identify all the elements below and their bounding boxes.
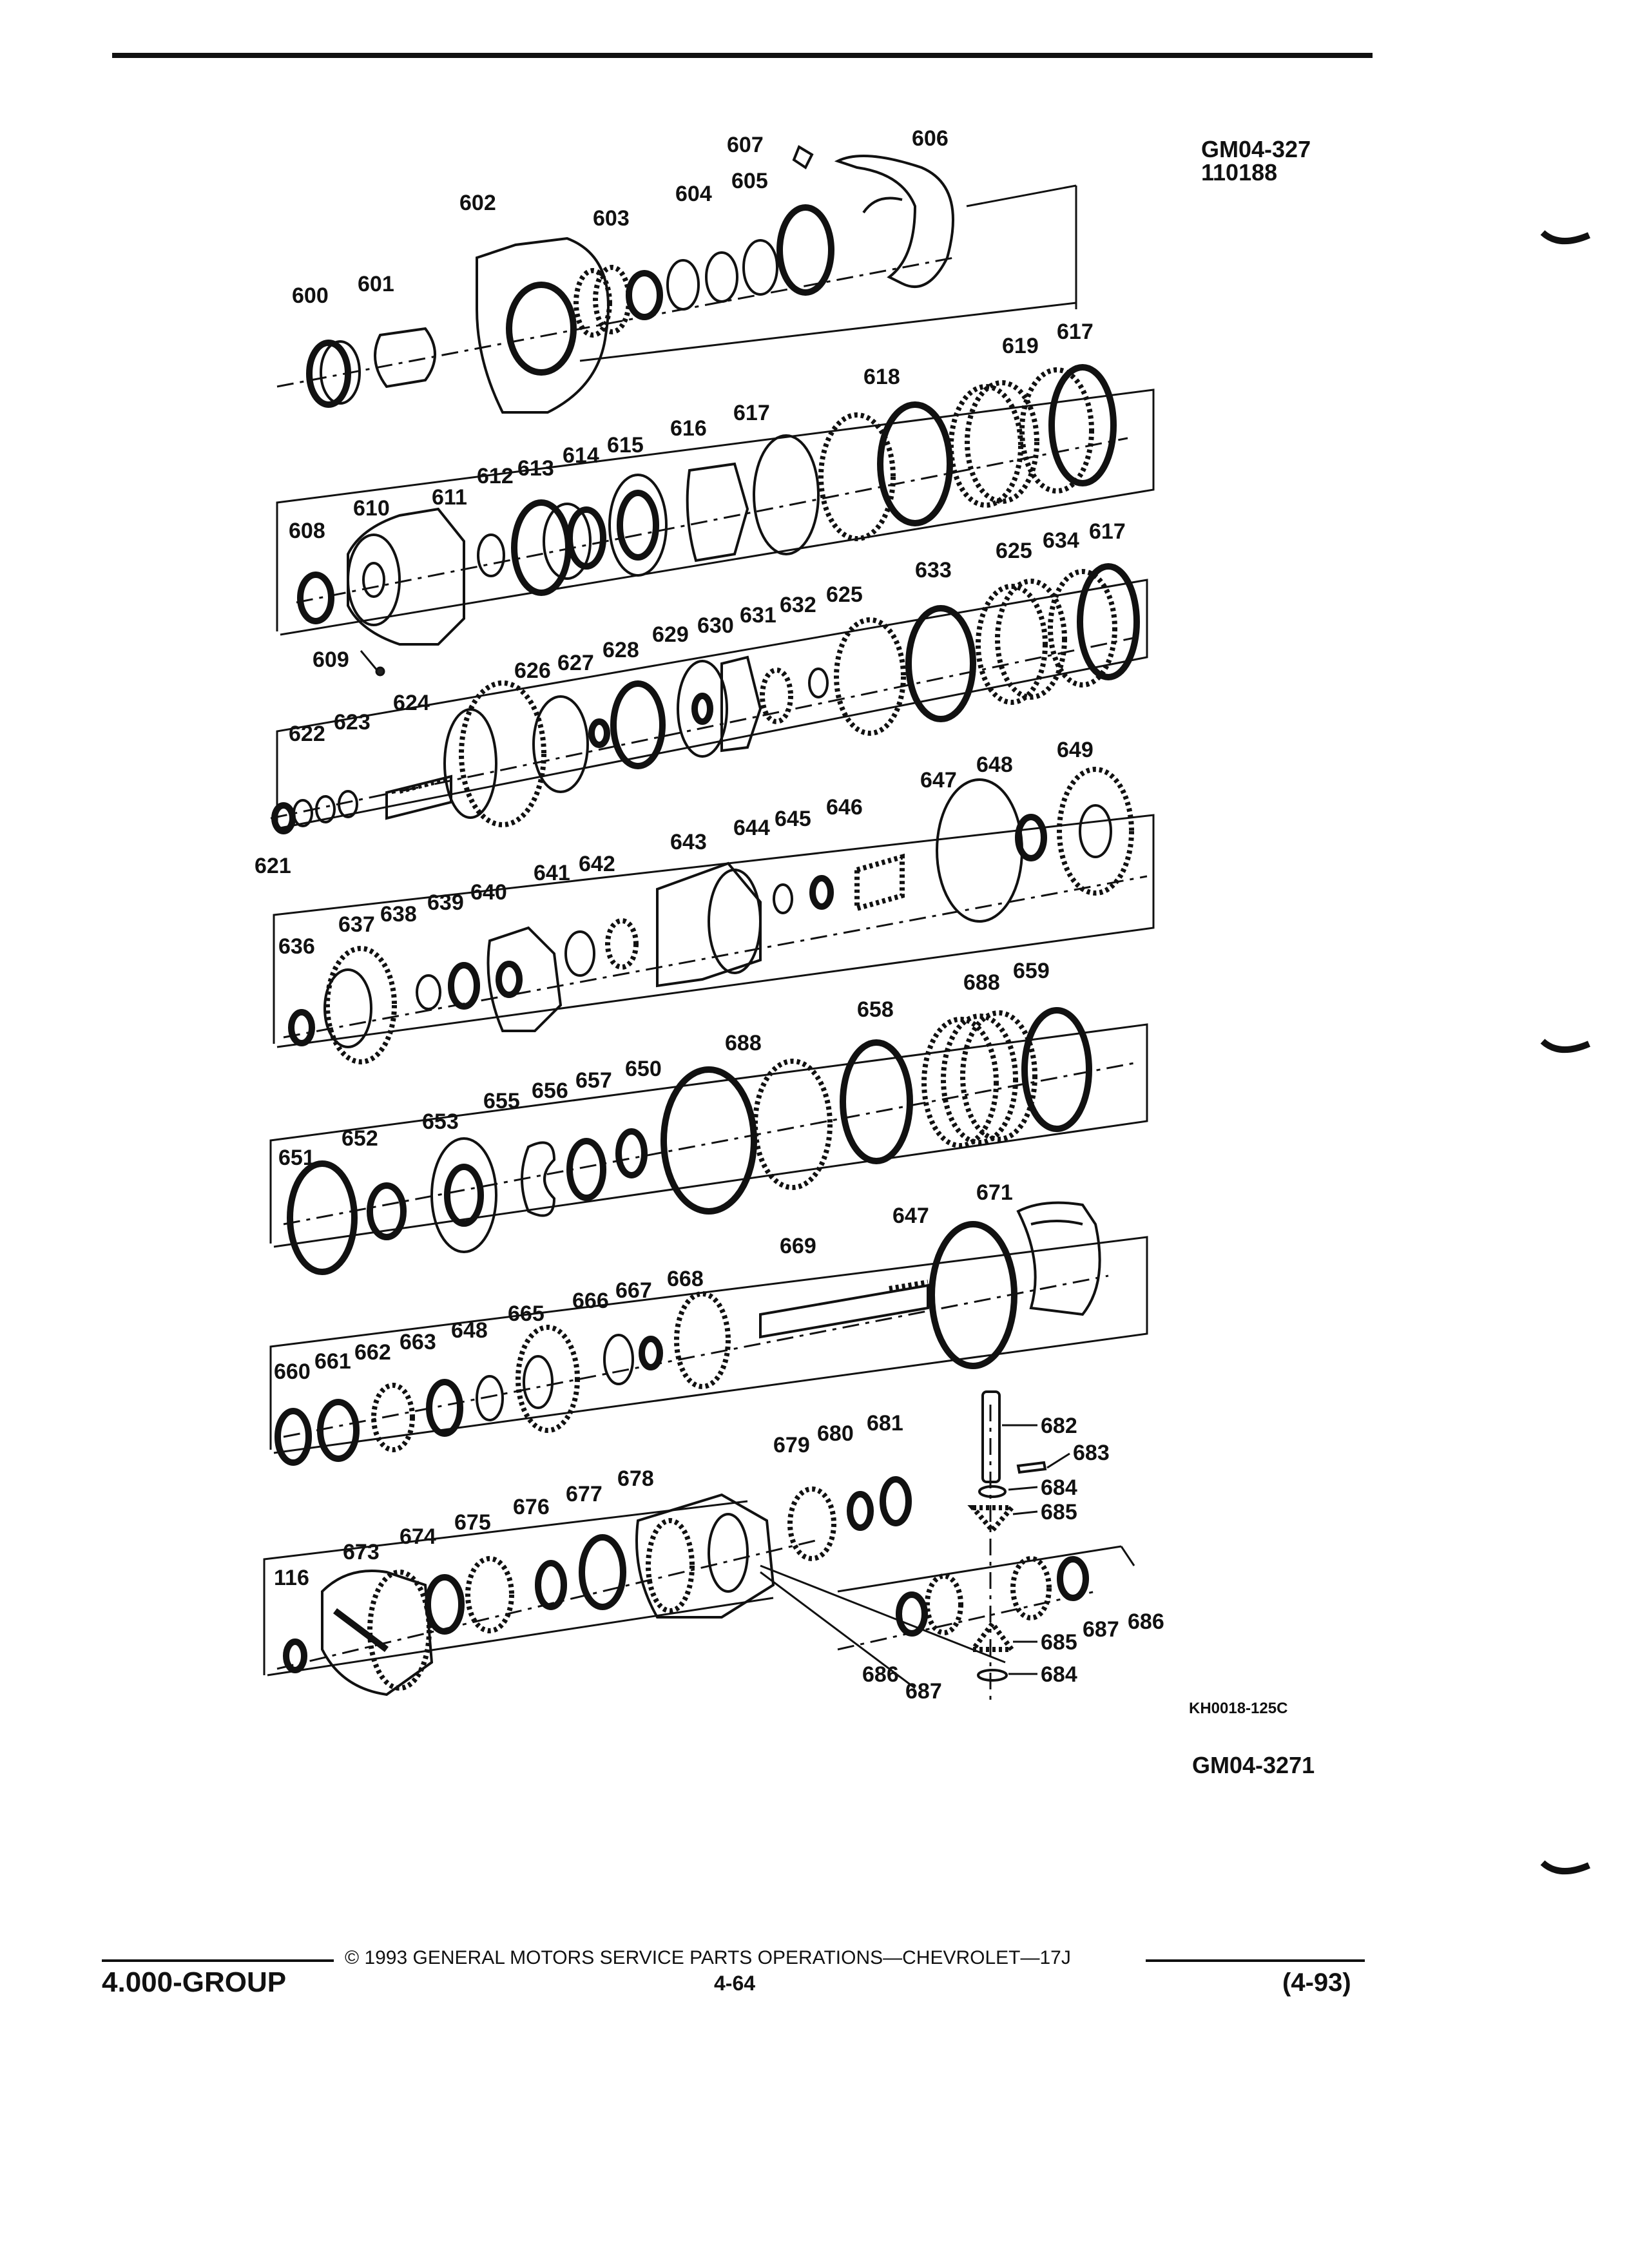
callout-662: 662 xyxy=(354,1340,391,1365)
ring-641 xyxy=(566,932,594,975)
callout-678: 678 xyxy=(617,1466,654,1491)
washer-686a xyxy=(899,1595,925,1633)
callout-633: 633 xyxy=(915,558,952,582)
callout-687: 687 xyxy=(905,1679,942,1704)
shaft-669 xyxy=(760,1285,928,1337)
footer-rule-left xyxy=(102,1959,334,1962)
callout-647: 647 xyxy=(920,768,957,793)
row1-panel xyxy=(277,186,1076,387)
ring-650 xyxy=(664,1070,754,1211)
callout-645: 645 xyxy=(775,807,811,831)
bushing-116 xyxy=(286,1642,304,1670)
callout-617b: 617 xyxy=(1057,320,1094,344)
callout-603: 603 xyxy=(593,206,630,231)
sleeve-601 xyxy=(375,329,435,387)
callout-624: 624 xyxy=(393,691,430,715)
pin-683 xyxy=(1018,1463,1045,1472)
seal-636 xyxy=(291,1012,312,1043)
row5-parts xyxy=(290,1010,1089,1272)
callout-666: 666 xyxy=(572,1289,609,1313)
drawing-date: 110188 xyxy=(1201,159,1278,186)
callout-617: 617 xyxy=(733,401,770,425)
callout-619: 619 xyxy=(1002,334,1039,358)
callout-648: 648 xyxy=(976,753,1013,777)
callout-661: 661 xyxy=(314,1349,351,1374)
callout-611: 611 xyxy=(432,485,467,510)
callout-625: 625 xyxy=(826,582,863,607)
ring-666 xyxy=(604,1335,633,1384)
spring-616 xyxy=(688,464,747,561)
callout-671: 671 xyxy=(976,1180,1013,1205)
callout-642: 642 xyxy=(579,852,615,876)
callout-638: 638 xyxy=(380,902,417,927)
ring-604b xyxy=(706,253,737,302)
callout-605: 605 xyxy=(731,169,768,193)
ring-667 xyxy=(642,1339,660,1367)
footer-copyright: © 1993 GENERAL MOTORS SERVICE PARTS OPERATIONS—CHEVROLET—17J xyxy=(345,1947,1071,1968)
callout-640: 640 xyxy=(470,880,507,905)
ring-677 xyxy=(582,1537,623,1607)
callout-657: 657 xyxy=(575,1068,612,1093)
washer-684b xyxy=(978,1670,1007,1680)
callout-628: 628 xyxy=(602,638,639,662)
gear-675 xyxy=(468,1559,512,1631)
bushing-603 xyxy=(629,273,660,317)
callout-680: 680 xyxy=(817,1421,854,1446)
plate-633 xyxy=(909,608,973,719)
gear-646 xyxy=(857,857,902,908)
bearing-681 xyxy=(883,1479,909,1523)
callout-622: 622 xyxy=(289,722,325,746)
ring-652 xyxy=(370,1186,403,1237)
callout-618: 618 xyxy=(863,365,900,389)
ring-679 xyxy=(790,1489,834,1559)
ring-605 xyxy=(780,207,831,293)
callout-667: 667 xyxy=(615,1278,652,1303)
ring-663 xyxy=(429,1382,460,1434)
band-606 xyxy=(838,156,953,287)
snap-ring-611 xyxy=(478,535,504,576)
callout-669: 669 xyxy=(780,1234,816,1258)
row4-parts xyxy=(291,769,1132,1062)
callout-601: 601 xyxy=(358,272,394,296)
callout-685b: 685 xyxy=(1041,1630,1077,1655)
callout-682: 682 xyxy=(1041,1414,1077,1438)
callout-602: 602 xyxy=(459,191,496,215)
callout-659: 659 xyxy=(1013,959,1050,983)
band-671 xyxy=(1018,1203,1100,1314)
callout-684: 684 xyxy=(1041,1475,1077,1500)
callout-634: 634 xyxy=(1043,528,1079,553)
callout-625b: 625 xyxy=(996,539,1032,563)
washer-639 xyxy=(451,965,477,1006)
callout-621: 621 xyxy=(255,854,291,878)
ring-604c xyxy=(744,240,777,294)
callout-679: 679 xyxy=(773,1433,810,1457)
callout-631: 631 xyxy=(740,603,776,628)
callout-653: 653 xyxy=(422,1110,459,1134)
plate-618c xyxy=(951,387,1021,505)
footer-page: 4-64 xyxy=(714,1972,756,1995)
callout-614: 614 xyxy=(563,443,599,468)
callout-686b: 686 xyxy=(1128,1610,1164,1634)
footer-rule-right xyxy=(1146,1959,1365,1962)
callout-688: 688 xyxy=(725,1031,762,1055)
callout-674: 674 xyxy=(400,1524,436,1549)
ring-644 xyxy=(774,885,792,913)
callout-687b: 687 xyxy=(1083,1617,1119,1642)
callout-641: 641 xyxy=(534,861,570,885)
callout-630: 630 xyxy=(697,613,734,638)
callout-643: 643 xyxy=(670,830,707,854)
gear-687a xyxy=(927,1576,961,1633)
gear-624 xyxy=(461,683,544,825)
callout-606: 606 xyxy=(912,126,949,151)
plate-688b xyxy=(924,1019,996,1146)
callout-639: 639 xyxy=(427,890,464,915)
callout-608: 608 xyxy=(289,519,325,543)
callout-604: 604 xyxy=(675,182,712,206)
callout-637: 637 xyxy=(338,912,375,937)
callout-600: 600 xyxy=(292,284,329,308)
gear-668 xyxy=(677,1294,728,1387)
ring-628 xyxy=(613,684,662,766)
washer-684a xyxy=(979,1486,1005,1497)
callout-617c: 617 xyxy=(1089,519,1126,544)
ring-617 xyxy=(754,436,818,554)
callout-644: 644 xyxy=(733,816,770,840)
callout-629: 629 xyxy=(652,622,689,647)
callout-646: 646 xyxy=(826,795,863,820)
callout-616: 616 xyxy=(670,416,707,441)
callout-660: 660 xyxy=(274,1360,311,1384)
ring-656 xyxy=(570,1141,603,1198)
ring-676 xyxy=(538,1563,564,1607)
callout-632: 632 xyxy=(780,593,816,617)
callout-683: 683 xyxy=(1073,1441,1110,1465)
housing-602 xyxy=(477,238,608,412)
footer-group: 4.000-GROUP xyxy=(102,1966,287,1998)
callout-673: 673 xyxy=(343,1540,380,1564)
pin-607 xyxy=(794,147,812,168)
washer-638 xyxy=(417,975,440,1009)
callout-623: 623 xyxy=(334,710,371,735)
callout-615: 615 xyxy=(607,433,644,457)
ring-604a xyxy=(668,260,699,309)
ring-657 xyxy=(619,1131,644,1175)
gear-631 xyxy=(762,670,791,722)
callout-626: 626 xyxy=(514,658,551,683)
callout-663: 663 xyxy=(400,1330,436,1354)
callout-627: 627 xyxy=(557,651,594,675)
ring-647b xyxy=(932,1224,1014,1366)
callout-685: 685 xyxy=(1041,1500,1077,1524)
callout-668: 668 xyxy=(667,1267,704,1291)
ring-608 xyxy=(300,575,331,621)
bearing-661 xyxy=(320,1402,356,1459)
callout-612: 612 xyxy=(477,464,514,488)
ring-627 xyxy=(592,722,607,745)
callout-609: 609 xyxy=(313,648,349,672)
seal-612 xyxy=(514,503,568,593)
ring-674 xyxy=(428,1577,461,1631)
callout-686: 686 xyxy=(862,1662,899,1687)
ring-648b xyxy=(477,1376,503,1420)
ring-680 xyxy=(850,1494,871,1528)
footer-date: (4-93) xyxy=(1282,1968,1351,1997)
callout-676: 676 xyxy=(513,1495,550,1519)
carrier-637 xyxy=(327,948,394,1062)
callout-116: 116 xyxy=(274,1566,309,1590)
figure-ref-code: KH0018-125C xyxy=(1189,1700,1288,1717)
row1-parts xyxy=(309,147,953,412)
gear-687b xyxy=(1013,1559,1049,1618)
clutch-662 xyxy=(374,1385,412,1450)
callout-636: 636 xyxy=(278,934,315,959)
callout-688b: 688 xyxy=(963,970,1000,995)
callout-647b: 647 xyxy=(892,1204,929,1228)
callout-675: 675 xyxy=(454,1510,491,1535)
washer-660 xyxy=(278,1411,309,1463)
gear-642 xyxy=(608,921,636,967)
callout-650: 650 xyxy=(625,1057,662,1081)
callout-656: 656 xyxy=(532,1079,568,1103)
callout-607: 607 xyxy=(727,133,764,157)
ring-632 xyxy=(809,669,827,697)
washer-686b xyxy=(1060,1559,1086,1598)
gear-649 xyxy=(1059,769,1132,893)
callout-681: 681 xyxy=(867,1411,903,1436)
gear-685b xyxy=(973,1624,1012,1649)
callout-648b: 648 xyxy=(451,1318,488,1343)
plate-688a xyxy=(755,1061,830,1187)
callout-652: 652 xyxy=(342,1126,378,1151)
drawing-code: GM04-327 xyxy=(1201,136,1311,162)
callout-684b: 684 xyxy=(1041,1662,1077,1687)
callout-677: 677 xyxy=(566,1482,602,1506)
hub-629 xyxy=(678,661,727,756)
callout-658: 658 xyxy=(857,997,894,1022)
callout-610: 610 xyxy=(353,496,390,521)
ring-645 xyxy=(813,878,831,907)
callout-665: 665 xyxy=(508,1302,545,1326)
ring-647 xyxy=(937,780,1022,921)
callout-613: 613 xyxy=(517,456,554,481)
figure-drawing-number: GM04-3271 xyxy=(1192,1752,1315,1778)
callout-655: 655 xyxy=(483,1089,520,1113)
gear-685a xyxy=(973,1508,1012,1530)
callout-649: 649 xyxy=(1057,738,1094,762)
callout-651: 651 xyxy=(278,1146,315,1170)
